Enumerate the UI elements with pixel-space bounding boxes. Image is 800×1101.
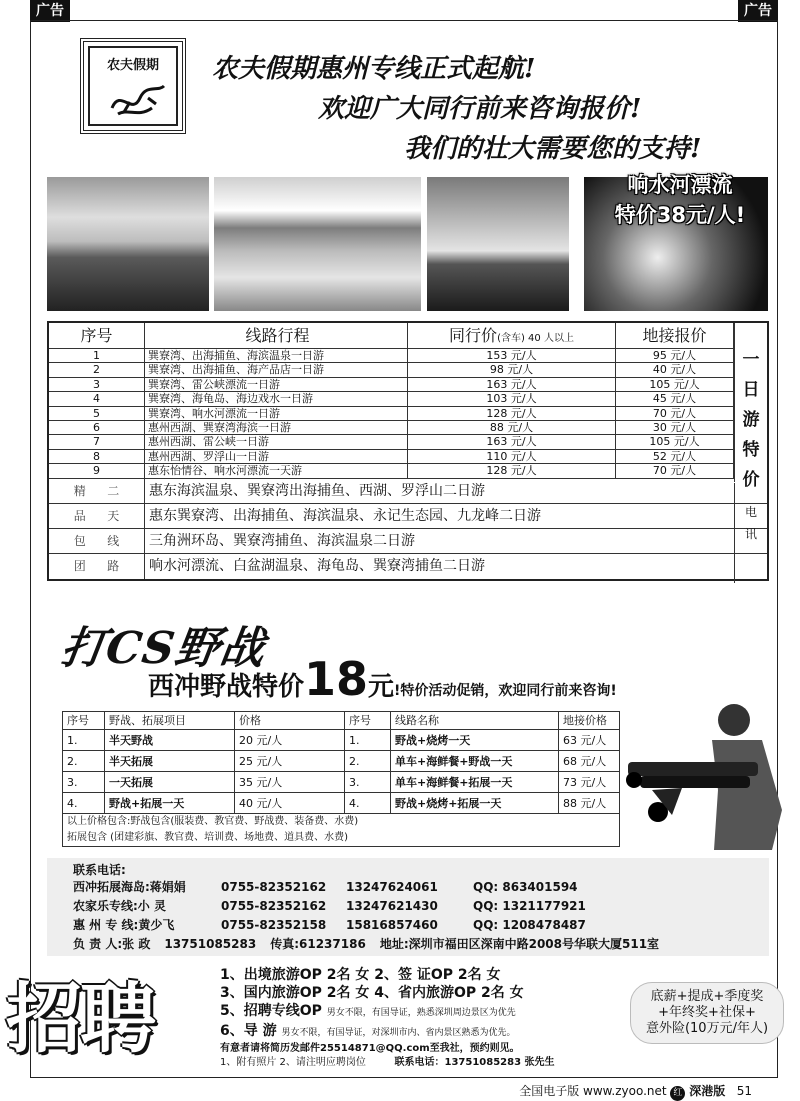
contact-phone: 13751085283 <box>164 937 257 951</box>
contact-address: 地址:深圳市福田区深南中路2008号华联大厦511室 <box>379 937 660 951</box>
contact-section <box>47 858 769 956</box>
job-note: 男女不限，有国导证，对深圳市内、省内景区熟悉为优先。 <box>281 1028 516 1038</box>
table-cell: 一天拓展 <box>105 772 235 792</box>
job-note: 男女不限，有国导证，熟悉深圳周边景区为优先 <box>326 1008 516 1018</box>
table-cell: 68 元/人 <box>563 755 607 768</box>
job-title: 6、导 游 <box>220 1023 277 1039</box>
cs-promo <box>148 652 617 706</box>
company-logo <box>80 38 186 134</box>
benefit-line: 意外险(10万元/年人) <box>645 1021 769 1036</box>
cell-no: 3 <box>49 378 145 391</box>
table-cell: 单车+海鲜餐+野战一天 <box>391 751 559 771</box>
table-row <box>63 772 619 793</box>
cell-no: 8 <box>49 450 145 463</box>
job-list <box>220 966 555 1069</box>
table-cell: 3. <box>63 772 105 792</box>
boutique-route: 三角洲环岛、巽寮湾捕鱼、海滨温泉二日游 <box>149 532 415 549</box>
promo-tail: !特价活动促销，欢迎同行前来咨询! <box>394 683 617 699</box>
table-cell: 2. <box>345 751 391 771</box>
boutique-label <box>49 554 145 579</box>
label-char: 包 <box>73 533 86 548</box>
table-cell: 40 元/人 <box>235 793 345 813</box>
side-char: 一 <box>742 350 760 370</box>
table-row <box>49 421 767 435</box>
cell-local: 95 元/人 <box>616 349 734 362</box>
recruit-title: 招聘 <box>6 974 154 1063</box>
header-cell: 价格 <box>235 712 345 729</box>
day-tour-side-label <box>734 323 767 490</box>
label-char: 团 <box>73 558 86 573</box>
cell-route: 惠州西湖、巽寮湾海滨一日游 <box>145 421 408 434</box>
label-char: 线 <box>107 533 120 548</box>
header-cell: 序号 <box>345 712 391 729</box>
soldier-icon <box>622 700 794 850</box>
table-row <box>49 435 767 449</box>
contact-cell: 15816857460 <box>346 918 438 932</box>
contact-cell: 0755-82352162 <box>221 899 327 913</box>
apply-instructions: 有意者请将简历发邮件25514871@QQ.com至我社，预约则见。 <box>220 1043 520 1054</box>
ad-tag-left: 广告 <box>30 0 70 22</box>
footer-site: 全国电子版 www.zyoo.net <box>519 1084 667 1098</box>
contact-title: 联系电话: <box>73 863 126 877</box>
benefit-line: +年终奖+社保+ <box>658 1005 756 1020</box>
contact-cell: QQ: 1321177921 <box>473 899 586 913</box>
header-local: 地接报价 <box>616 323 734 348</box>
contact-cell: 惠 州 专 线:黄少飞 <box>73 918 175 932</box>
cell-price: 163 元/人 <box>408 435 616 448</box>
side-char: 特 <box>742 440 760 460</box>
cell-price: 88 元/人 <box>408 421 616 434</box>
boutique-route: 响水河漂流、白盆湖温泉、海龟岛、巽寮湾捕鱼二日游 <box>149 557 485 574</box>
cell-route: 巽寮湾、海龟岛、海边戏水一日游 <box>145 392 408 405</box>
cell-price: 153 元/人 <box>408 349 616 362</box>
side-char: 日 <box>742 380 760 400</box>
cell-no: 2 <box>49 363 145 376</box>
cs-title: 打CS野战 <box>57 623 269 674</box>
table-cell: 63 元/人 <box>563 734 607 747</box>
boutique-side-label <box>734 483 767 583</box>
footer-badge: 红 <box>670 1086 685 1101</box>
cell-route: 惠州西湖、雷公峡一日游 <box>145 435 408 448</box>
logo-name: 农夫假期 <box>106 58 159 73</box>
table-row <box>49 392 767 406</box>
header-price <box>408 323 616 348</box>
contact-person: 负 责 人:张 政 <box>73 937 151 951</box>
cell-local: 70 元/人 <box>616 464 734 477</box>
table-cell: 野战+烧烤+拓展一天 <box>391 793 559 813</box>
cell-local: 45 元/人 <box>616 392 734 405</box>
contact-row <box>73 897 769 916</box>
header-cell: 地接价格 <box>563 714 607 727</box>
benefit-line: 底薪+提成+季度奖 <box>650 989 764 1004</box>
table-cell: 2. <box>63 751 105 771</box>
boutique-label <box>49 529 145 553</box>
price-note: 拓展包含 (团建彩旗、教官费、培训费、场地费、道具费、水费) <box>67 832 348 843</box>
label-char: 精 <box>73 483 86 498</box>
header-no: 序号 <box>49 323 145 348</box>
table-cell: 3. <box>345 772 391 792</box>
label-char: 品 <box>73 508 86 523</box>
page-number: 51 <box>736 1084 752 1098</box>
footer-edition: 深港版 <box>689 1084 726 1098</box>
table-cell: 1. <box>63 730 105 750</box>
cell-price: 103 元/人 <box>408 392 616 405</box>
table-row <box>49 378 767 392</box>
apply-contact: 联系电话：13751085283 张先生 <box>394 1057 555 1068</box>
table-row <box>49 363 767 377</box>
pier-photo <box>427 177 569 311</box>
table-row <box>49 349 767 363</box>
ad-tag-right: 广告 <box>738 0 778 22</box>
cell-local: 70 元/人 <box>616 407 734 420</box>
cell-no: 5 <box>49 407 145 420</box>
contact-cell: 农家乐专线:小 灵 <box>73 899 166 913</box>
job-title: 5、招聘专线OP <box>220 1003 322 1019</box>
contact-cell: QQ: 863401594 <box>473 880 578 894</box>
cell-route: 惠东怡情谷、响水河漂流一天游 <box>145 464 408 477</box>
coast-photo <box>47 177 209 311</box>
cell-price: 110 元/人 <box>408 450 616 463</box>
job-item <box>220 1002 555 1022</box>
job-item: 3、国内旅游OP 2名 女 4、省内旅游OP 2名 女 <box>220 985 524 1001</box>
cell-local: 40 元/人 <box>616 363 734 376</box>
table-cell: 单车+海鲜餐+拓展一天 <box>391 772 559 792</box>
price-note: 以上价格包含:野战包含(服装费、教官费、野战费、装备费、水费) <box>67 816 359 827</box>
side-char: 电 <box>744 505 757 519</box>
header-cell: 野战、拓展项目 <box>105 712 235 729</box>
cell-no: 1 <box>49 349 145 362</box>
table-cell: 25 元/人 <box>235 751 345 771</box>
contact-row <box>73 916 769 935</box>
label-char: 路 <box>107 558 120 573</box>
beach-photo <box>214 177 421 311</box>
boutique-row <box>49 504 767 529</box>
boutique-label <box>49 479 145 503</box>
cell-local: 52 元/人 <box>616 450 734 463</box>
header-route: 线路行程 <box>145 323 408 348</box>
cell-route: 惠州西湖、罗浮山一日游 <box>145 450 408 463</box>
table-cell: 73 元/人 <box>563 776 607 789</box>
cell-route: 巽寮湾、出海捕鱼、海滨温泉一日游 <box>145 349 408 362</box>
cell-local: 105 元/人 <box>616 435 734 448</box>
headline-2: 欢迎广大同行前来咨询报价! <box>318 94 642 124</box>
cell-price: 128 元/人 <box>408 464 616 477</box>
table-cell: 野战+烧烤一天 <box>391 730 559 750</box>
promo-price: 18 <box>304 652 369 706</box>
table-cell: 20 元/人 <box>235 730 345 750</box>
table-row <box>63 793 619 814</box>
table-cell: 野战+拓展一天 <box>105 793 235 813</box>
contact-fax: 传真:61237186 <box>270 937 366 951</box>
benefit-badge <box>630 982 784 1044</box>
table-cell: 4. <box>345 793 391 813</box>
rafting-line2: 特价38元/人! <box>614 203 746 227</box>
side-char: 讯 <box>744 527 757 541</box>
header-cell: 序号 <box>63 712 105 729</box>
table-cell: 35 元/人 <box>235 772 345 792</box>
table-row <box>63 751 619 772</box>
contact-cell: 0755-82352162 <box>221 880 327 894</box>
apply-requirements: 1、附有照片 2、请注明应聘岗位 <box>220 1057 366 1068</box>
table-cell: 半天拓展 <box>105 751 235 771</box>
boutique-label <box>49 504 145 528</box>
rafting-line1: 响水河漂流 <box>627 173 733 197</box>
cell-price: 163 元/人 <box>408 378 616 391</box>
day-tour-table <box>47 321 769 581</box>
promo-text: 西冲野战特价 <box>148 672 305 702</box>
rafting-promo <box>592 170 768 230</box>
table-cell: 半天野战 <box>105 730 235 750</box>
side-char: 价 <box>742 470 760 490</box>
contact-cell: 13247624061 <box>346 880 438 894</box>
cell-local: 30 元/人 <box>616 421 734 434</box>
cell-local: 105 元/人 <box>616 378 734 391</box>
contact-row <box>73 935 769 954</box>
side-char: 游 <box>742 410 760 430</box>
contact-cell: 西冲拓展海岛:蒋娟娟 <box>73 880 186 894</box>
header-cell: 线路名称 <box>391 712 559 729</box>
boutique-row <box>49 554 767 579</box>
boutique-route: 惠东巽寮湾、出海捕鱼、海滨温泉、永记生态园、九龙峰二日游 <box>149 507 541 524</box>
contact-row <box>73 878 769 897</box>
table-row <box>49 450 767 464</box>
table-cell: 88 元/人 <box>563 797 607 810</box>
cell-no: 6 <box>49 421 145 434</box>
table-cell: 4. <box>63 793 105 813</box>
cell-route: 巽寮湾、响水河漂流一日游 <box>145 407 408 420</box>
header-price-note: (含车) 40 人以上 <box>497 333 574 344</box>
headline-1: 农夫假期惠州专线正式起航! <box>212 54 536 84</box>
cell-route: 巽寮湾、雷公峡漂流一日游 <box>145 378 408 391</box>
boutique-row <box>49 529 767 554</box>
page-footer <box>519 1082 752 1101</box>
cell-route: 巽寮湾、出海捕鱼、海产品店一日游 <box>145 363 408 376</box>
cell-no: 9 <box>49 464 145 477</box>
header-price-label: 同行价 <box>449 326 498 345</box>
job-item <box>220 1022 555 1042</box>
boutique-route: 惠东海滨温泉、巽寮湾出海捕鱼、西湖、罗浮山二日游 <box>149 482 485 499</box>
cell-no: 4 <box>49 392 145 405</box>
table-header <box>63 712 619 730</box>
contact-cell: 13247621430 <box>346 899 438 913</box>
cell-price: 98 元/人 <box>408 363 616 376</box>
table-header <box>49 323 767 349</box>
contact-cell: QQ: 1208478487 <box>473 918 586 932</box>
job-item: 1、出境旅游OP 2名 女 2、签 证OP 2名 女 <box>220 967 501 983</box>
headline-3: 我们的壮大需要您的支持! <box>404 134 702 164</box>
table-row <box>63 730 619 751</box>
contact-cell: 0755-82352158 <box>221 918 327 932</box>
promo-unit: 元 <box>368 672 395 702</box>
table-row <box>49 464 767 478</box>
label-char: 二 <box>107 483 120 498</box>
cs-table <box>62 711 620 847</box>
dragon-icon <box>108 78 168 122</box>
label-char: 天 <box>107 508 120 523</box>
table-row <box>49 407 767 421</box>
boutique-row <box>49 479 767 504</box>
cell-price: 128 元/人 <box>408 407 616 420</box>
apply-notes <box>220 1056 555 1069</box>
table-cell: 1. <box>345 730 391 750</box>
cell-no: 7 <box>49 435 145 448</box>
